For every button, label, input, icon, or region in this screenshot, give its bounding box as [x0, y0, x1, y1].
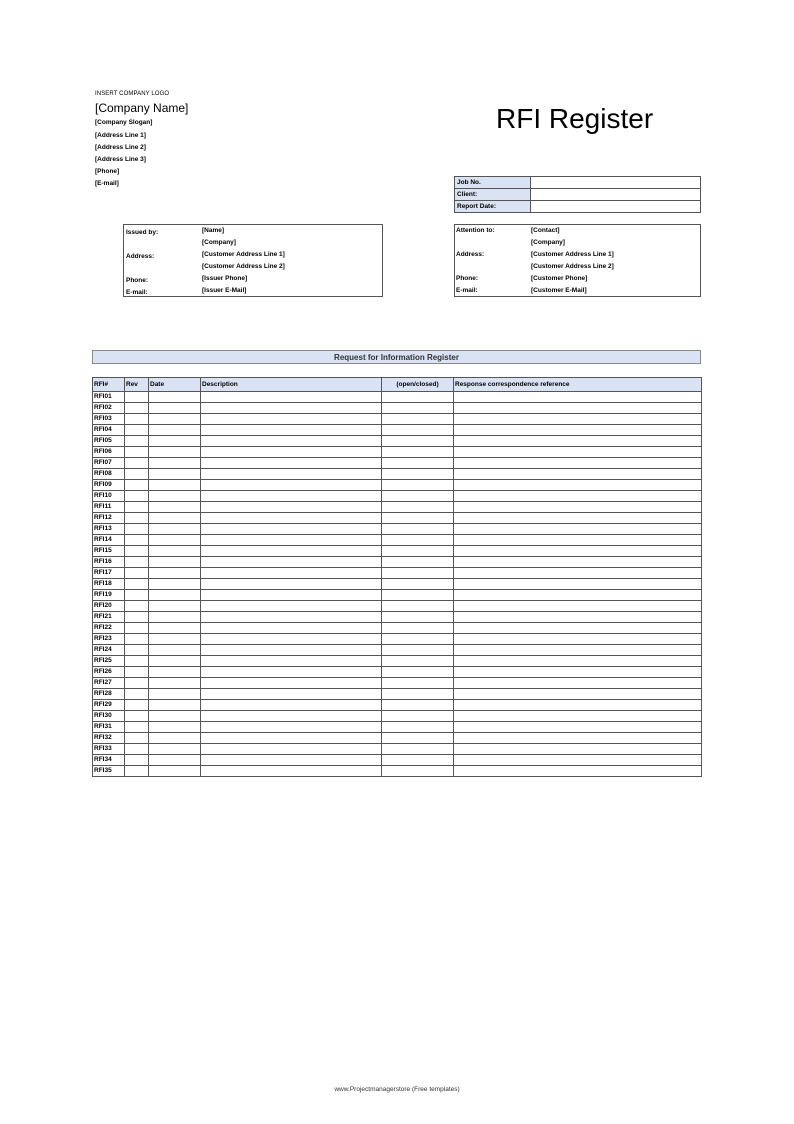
table-row [93, 700, 702, 711]
status-cell[interactable] [382, 711, 454, 722]
date-cell[interactable] [149, 711, 201, 722]
column-header-rev: Rev [125, 378, 149, 392]
attention-to-label: Attention to: [456, 227, 495, 234]
rev-cell[interactable] [125, 656, 149, 667]
company-address-line-3: [Address Line 3] [95, 156, 146, 163]
table-row [93, 546, 702, 557]
status-cell[interactable] [382, 414, 454, 425]
response-reference-cell[interactable] [454, 667, 702, 678]
rfi-number-cell: RFI08 [93, 469, 125, 480]
date-cell[interactable] [149, 568, 201, 579]
attention-address-label: Address: [456, 251, 485, 258]
status-cell[interactable] [382, 700, 454, 711]
status-cell[interactable] [382, 667, 454, 678]
status-cell[interactable] [382, 744, 454, 755]
rfi-number-cell: RFI31 [93, 722, 125, 733]
status-cell[interactable] [382, 557, 454, 568]
table-row [93, 403, 702, 414]
attention-email: [Customer E-Mail] [531, 287, 587, 294]
attention-email-label: E-mail: [456, 287, 478, 294]
rfi-number-cell: RFI26 [93, 667, 125, 678]
rfi-number-cell: RFI03 [93, 414, 125, 425]
status-cell[interactable] [382, 458, 454, 469]
response-reference-cell[interactable] [454, 568, 702, 579]
rev-cell[interactable] [125, 612, 149, 623]
issuer-company: [Company] [202, 239, 236, 246]
issuer-address-line-2: [Customer Address Line 2] [202, 263, 285, 270]
response-reference-cell[interactable] [454, 755, 702, 766]
rev-cell[interactable] [125, 502, 149, 513]
status-cell[interactable] [382, 403, 454, 414]
issuer-address-label: Address: [126, 253, 155, 260]
company-slogan: [Company Slogan] [95, 119, 153, 126]
status-cell[interactable] [382, 656, 454, 667]
description-cell[interactable] [201, 689, 382, 700]
table-row [93, 436, 702, 447]
table-row [93, 766, 702, 777]
date-cell[interactable] [149, 469, 201, 480]
date-cell[interactable] [149, 458, 201, 469]
issuer-email: [Issuer E-Mail] [202, 287, 247, 294]
table-row [93, 469, 702, 480]
table-row [93, 480, 702, 491]
rev-cell[interactable] [125, 623, 149, 634]
rfi-number-cell: RFI29 [93, 700, 125, 711]
rfi-number-cell: RFI25 [93, 656, 125, 667]
table-row [93, 634, 702, 645]
response-reference-cell[interactable] [454, 656, 702, 667]
response-reference-cell[interactable] [454, 689, 702, 700]
date-cell[interactable] [149, 403, 201, 414]
rev-cell[interactable] [125, 425, 149, 436]
status-cell[interactable] [382, 601, 454, 612]
rfi-number-cell: RFI32 [93, 733, 125, 744]
response-reference-cell[interactable] [454, 645, 702, 656]
date-cell[interactable] [149, 623, 201, 634]
status-cell[interactable] [382, 447, 454, 458]
status-cell[interactable] [382, 590, 454, 601]
rfi-number-cell: RFI19 [93, 590, 125, 601]
rev-cell[interactable] [125, 524, 149, 535]
status-cell[interactable] [382, 634, 454, 645]
date-cell[interactable] [149, 612, 201, 623]
rfi-number-cell: RFI27 [93, 678, 125, 689]
job-info-row [455, 201, 701, 213]
response-reference-cell[interactable] [454, 744, 702, 755]
rfi-header-row [93, 378, 702, 392]
status-cell[interactable] [382, 546, 454, 557]
description-cell[interactable] [201, 711, 382, 722]
rfi-number-cell: RFI28 [93, 689, 125, 700]
status-cell[interactable] [382, 425, 454, 436]
response-reference-cell[interactable] [454, 623, 702, 634]
rev-cell[interactable] [125, 414, 149, 425]
rev-cell[interactable] [125, 480, 149, 491]
description-cell[interactable] [201, 546, 382, 557]
status-cell[interactable] [382, 469, 454, 480]
rev-cell[interactable] [125, 447, 149, 458]
description-cell[interactable] [201, 392, 382, 403]
table-row [93, 513, 702, 524]
rfi-number-cell: RFI12 [93, 513, 125, 524]
table-row [93, 590, 702, 601]
table-row [93, 612, 702, 623]
response-reference-cell[interactable] [454, 524, 702, 535]
description-cell[interactable] [201, 414, 382, 425]
issued-by-label: Issued by: [126, 229, 159, 236]
status-cell[interactable] [382, 491, 454, 502]
date-cell[interactable] [149, 678, 201, 689]
table-row [93, 524, 702, 535]
description-cell[interactable] [201, 579, 382, 590]
status-cell[interactable] [382, 480, 454, 491]
description-cell[interactable] [201, 502, 382, 513]
attention-phone: [Customer Phone] [531, 275, 588, 282]
rev-cell[interactable] [125, 634, 149, 645]
date-cell[interactable] [149, 447, 201, 458]
table-row [93, 623, 702, 634]
table-row [93, 755, 702, 766]
date-cell[interactable] [149, 524, 201, 535]
response-reference-cell[interactable] [454, 590, 702, 601]
date-cell[interactable] [149, 601, 201, 612]
rev-cell[interactable] [125, 601, 149, 612]
rfi-number-cell: RFI04 [93, 425, 125, 436]
response-reference-cell[interactable] [454, 546, 702, 557]
table-row [93, 425, 702, 436]
register-title-bar: Request for Information Register [92, 350, 701, 364]
client-label: Client: [455, 189, 531, 201]
date-cell[interactable] [149, 645, 201, 656]
issuer-phone-label: Phone: [126, 277, 149, 284]
rev-cell[interactable] [125, 744, 149, 755]
date-cell[interactable] [149, 744, 201, 755]
response-reference-cell[interactable] [454, 711, 702, 722]
date-cell[interactable] [149, 733, 201, 744]
response-reference-cell[interactable] [454, 535, 702, 546]
rfi-number-cell: RFI18 [93, 579, 125, 590]
description-cell[interactable] [201, 678, 382, 689]
table-row [93, 502, 702, 513]
company-phone: [Phone] [95, 168, 120, 175]
rev-cell[interactable] [125, 722, 149, 733]
report-date-value[interactable] [531, 201, 701, 213]
attention-company: [Company] [531, 239, 565, 246]
table-row [93, 568, 702, 579]
rev-cell[interactable] [125, 689, 149, 700]
rfi-number-cell: RFI11 [93, 502, 125, 513]
date-cell[interactable] [149, 535, 201, 546]
rfi-number-cell: RFI14 [93, 535, 125, 546]
description-cell[interactable] [201, 524, 382, 535]
description-cell[interactable] [201, 469, 382, 480]
date-cell[interactable] [149, 700, 201, 711]
rfi-number-cell: RFI06 [93, 447, 125, 458]
date-cell[interactable] [149, 546, 201, 557]
rfi-register-table [92, 377, 702, 777]
date-cell[interactable] [149, 689, 201, 700]
description-cell[interactable] [201, 425, 382, 436]
status-cell[interactable] [382, 689, 454, 700]
rfi-number-cell: RFI34 [93, 755, 125, 766]
job-info-row [455, 189, 701, 201]
status-cell[interactable] [382, 623, 454, 634]
table-row [93, 579, 702, 590]
status-cell[interactable] [382, 392, 454, 403]
response-reference-cell[interactable] [454, 469, 702, 480]
status-cell[interactable] [382, 524, 454, 535]
rfi-number-cell: RFI23 [93, 634, 125, 645]
page-title: RFI Register [496, 103, 654, 134]
job-info-table [454, 176, 701, 213]
description-cell[interactable] [201, 634, 382, 645]
table-row [93, 689, 702, 700]
response-reference-cell[interactable] [454, 447, 702, 458]
attention-phone-label: Phone: [456, 275, 479, 282]
issuer-name: [Name] [202, 227, 225, 234]
rev-cell[interactable] [125, 590, 149, 601]
response-reference-cell[interactable] [454, 634, 702, 645]
description-cell[interactable] [201, 766, 382, 777]
table-row [93, 667, 702, 678]
status-cell[interactable] [382, 612, 454, 623]
attention-address-line-1: [Customer Address Line 1] [531, 251, 614, 258]
rev-cell[interactable] [125, 667, 149, 678]
response-reference-cell[interactable] [454, 513, 702, 524]
rfi-number-cell: RFI20 [93, 601, 125, 612]
job-info-row [455, 177, 701, 189]
table-row [93, 535, 702, 546]
date-cell[interactable] [149, 513, 201, 524]
date-cell[interactable] [149, 436, 201, 447]
response-reference-cell[interactable] [454, 700, 702, 711]
rev-cell[interactable] [125, 513, 149, 524]
response-reference-cell[interactable] [454, 502, 702, 513]
rfi-number-cell: RFI05 [93, 436, 125, 447]
rev-cell[interactable] [125, 568, 149, 579]
rfi-number-cell: RFI10 [93, 491, 125, 502]
table-row [93, 601, 702, 612]
description-cell[interactable] [201, 656, 382, 667]
table-row [93, 722, 702, 733]
rfi-number-cell: RFI24 [93, 645, 125, 656]
rev-cell[interactable] [125, 392, 149, 403]
table-row [93, 392, 702, 403]
status-cell[interactable] [382, 579, 454, 590]
response-reference-cell[interactable] [454, 733, 702, 744]
description-cell[interactable] [201, 755, 382, 766]
client-value[interactable] [531, 189, 701, 201]
rfi-number-cell: RFI17 [93, 568, 125, 579]
status-cell[interactable] [382, 502, 454, 513]
rev-cell[interactable] [125, 711, 149, 722]
date-cell[interactable] [149, 491, 201, 502]
date-cell[interactable] [149, 425, 201, 436]
rev-cell[interactable] [125, 557, 149, 568]
response-reference-cell[interactable] [454, 436, 702, 447]
report-date-label: Report Date: [455, 201, 531, 213]
rfi-number-cell: RFI07 [93, 458, 125, 469]
description-cell[interactable] [201, 733, 382, 744]
rev-cell[interactable] [125, 491, 149, 502]
description-cell[interactable] [201, 447, 382, 458]
description-cell[interactable] [201, 491, 382, 502]
issued-by-box [123, 224, 383, 297]
column-header-date: Date [149, 378, 201, 392]
rev-cell[interactable] [125, 700, 149, 711]
rfi-number-cell: RFI22 [93, 623, 125, 634]
rev-cell[interactable] [125, 755, 149, 766]
attention-to-box [454, 224, 701, 297]
status-cell[interactable] [382, 568, 454, 579]
job-number-value[interactable] [531, 177, 701, 189]
response-reference-cell[interactable] [454, 414, 702, 425]
response-reference-cell[interactable] [454, 678, 702, 689]
response-reference-cell[interactable] [454, 403, 702, 414]
issuer-address-line-1: [Customer Address Line 1] [202, 251, 285, 258]
date-cell[interactable] [149, 656, 201, 667]
table-row [93, 744, 702, 755]
job-number-label: Job No. [455, 177, 531, 189]
description-cell[interactable] [201, 645, 382, 656]
table-row [93, 414, 702, 425]
rfi-number-cell: RFI35 [93, 766, 125, 777]
response-reference-cell[interactable] [454, 557, 702, 568]
description-cell[interactable] [201, 557, 382, 568]
date-cell[interactable] [149, 722, 201, 733]
column-header-rfi-number: RFI# [93, 378, 125, 392]
date-cell[interactable] [149, 766, 201, 777]
description-cell[interactable] [201, 535, 382, 546]
rev-cell[interactable] [125, 458, 149, 469]
table-row [93, 678, 702, 689]
rfi-number-cell: RFI01 [93, 392, 125, 403]
date-cell[interactable] [149, 392, 201, 403]
status-cell[interactable] [382, 513, 454, 524]
status-cell[interactable] [382, 645, 454, 656]
rev-cell[interactable] [125, 436, 149, 447]
date-cell[interactable] [149, 557, 201, 568]
status-cell[interactable] [382, 755, 454, 766]
date-cell[interactable] [149, 634, 201, 645]
issuer-email-label: E-mail: [126, 289, 148, 296]
response-reference-cell[interactable] [454, 579, 702, 590]
rev-cell[interactable] [125, 403, 149, 414]
column-header-description: Description [201, 378, 382, 392]
rev-cell[interactable] [125, 766, 149, 777]
description-cell[interactable] [201, 436, 382, 447]
rfi-number-cell: RFI09 [93, 480, 125, 491]
status-cell[interactable] [382, 766, 454, 777]
date-cell[interactable] [149, 667, 201, 678]
logo-placeholder-text: INSERT COMPANY LOGO [95, 91, 170, 97]
company-name: [Company Name] [95, 101, 189, 115]
column-header-status: (open/closed) [382, 378, 454, 392]
table-row [93, 557, 702, 568]
table-row [93, 491, 702, 502]
rev-cell[interactable] [125, 645, 149, 656]
description-cell[interactable] [201, 722, 382, 733]
date-cell[interactable] [149, 480, 201, 491]
status-cell[interactable] [382, 722, 454, 733]
description-cell[interactable] [201, 667, 382, 678]
rfi-number-cell: RFI15 [93, 546, 125, 557]
company-email: [E-mail] [95, 180, 119, 187]
column-header-response-reference: Response correspondence reference [454, 378, 702, 392]
description-cell[interactable] [201, 612, 382, 623]
response-reference-cell[interactable] [454, 601, 702, 612]
rev-cell[interactable] [125, 678, 149, 689]
rfi-number-cell: RFI16 [93, 557, 125, 568]
response-reference-cell[interactable] [454, 458, 702, 469]
response-reference-cell[interactable] [454, 425, 702, 436]
date-cell[interactable] [149, 755, 201, 766]
rev-cell[interactable] [125, 535, 149, 546]
description-cell[interactable] [201, 623, 382, 634]
description-cell[interactable] [201, 568, 382, 579]
table-row [93, 656, 702, 667]
response-reference-cell[interactable] [454, 722, 702, 733]
attention-address-line-2: [Customer Address Line 2] [531, 263, 614, 270]
description-cell[interactable] [201, 590, 382, 601]
status-cell[interactable] [382, 733, 454, 744]
rfi-number-cell: RFI30 [93, 711, 125, 722]
table-row [93, 711, 702, 722]
description-cell[interactable] [201, 480, 382, 491]
table-row [93, 458, 702, 469]
company-address-line-2: [Address Line 2] [95, 144, 146, 151]
table-row [93, 733, 702, 744]
rev-cell[interactable] [125, 579, 149, 590]
footer-credit: www.Projectmanagerstore (Free templates) [334, 1086, 460, 1093]
status-cell[interactable] [382, 678, 454, 689]
date-cell[interactable] [149, 414, 201, 425]
rev-cell[interactable] [125, 469, 149, 480]
table-row [93, 645, 702, 656]
response-reference-cell[interactable] [454, 766, 702, 777]
response-reference-cell[interactable] [454, 392, 702, 403]
date-cell[interactable] [149, 502, 201, 513]
rev-cell[interactable] [125, 733, 149, 744]
rfi-number-cell: RFI33 [93, 744, 125, 755]
response-reference-cell[interactable] [454, 612, 702, 623]
rfi-number-cell: RFI21 [93, 612, 125, 623]
description-cell[interactable] [201, 458, 382, 469]
rev-cell[interactable] [125, 546, 149, 557]
attention-contact: [Contact] [531, 227, 560, 234]
description-cell[interactable] [201, 513, 382, 524]
description-cell[interactable] [201, 601, 382, 612]
rfi-table-body [93, 392, 702, 777]
rfi-number-cell: RFI13 [93, 524, 125, 535]
rfi-number-cell: RFI02 [93, 403, 125, 414]
date-cell[interactable] [149, 590, 201, 601]
company-address-line-1: [Address Line 1] [95, 132, 146, 139]
response-reference-cell[interactable] [454, 491, 702, 502]
date-cell[interactable] [149, 579, 201, 590]
description-cell[interactable] [201, 700, 382, 711]
table-row [93, 447, 702, 458]
status-cell[interactable] [382, 436, 454, 447]
issuer-phone: [Issuer Phone] [202, 275, 248, 282]
description-cell[interactable] [201, 744, 382, 755]
status-cell[interactable] [382, 535, 454, 546]
description-cell[interactable] [201, 403, 382, 414]
response-reference-cell[interactable] [454, 480, 702, 491]
